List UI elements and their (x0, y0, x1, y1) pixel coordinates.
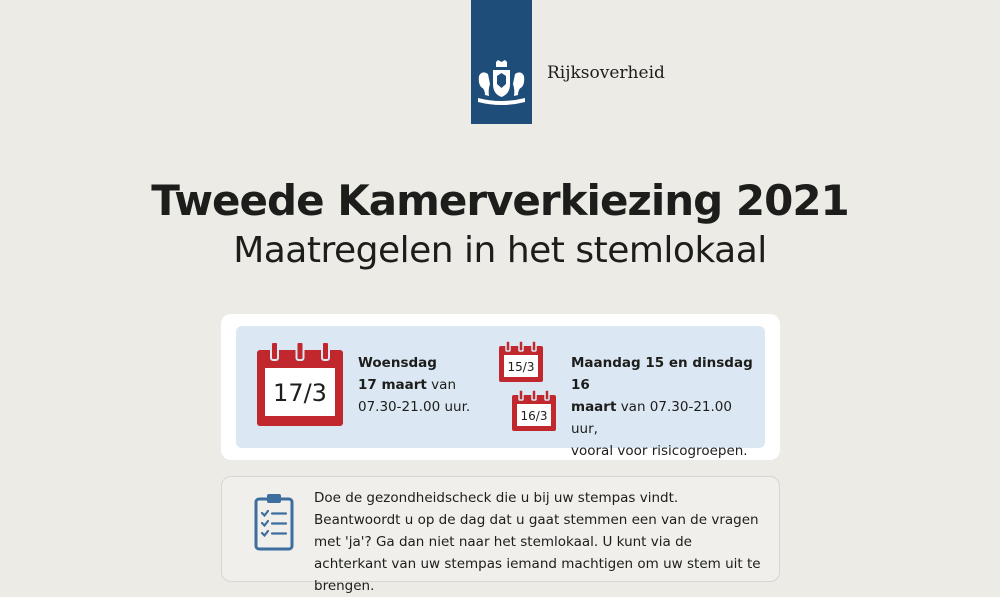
calendar-small-label-2: 16/3 (520, 409, 548, 423)
page-subtitle: Maatregelen in het stemlokaal (233, 230, 767, 271)
brand-name[interactable]: Rijksoverheid (547, 63, 665, 83)
calendar-small-icon (512, 389, 556, 431)
page-title: Tweede Kamerverkiezing 2021 (151, 176, 849, 225)
election-day-hours: 07.30-21.00 uur. (358, 399, 471, 415)
calendar-small-label-1: 15/3 (507, 360, 535, 374)
health-check-text: Doe de gezondheidscheck die u bij uw stempas vindt. Beantwoordt u op de dag dat u gaat stemmen een van de vragen met 'ja'? Ga dan niet naar het stemlokaal. U kunt via de achterkant van uw stempas iemand machtigen om uw stem uit te brengen. (314, 490, 761, 594)
dates-panel (236, 326, 765, 459)
clipboard-checklist-icon (254, 493, 294, 551)
election-day-text (358, 352, 488, 418)
election-day-van: van (426, 377, 456, 393)
coat-of-arms-icon (475, 60, 528, 110)
early-days-hours: van 07.30-21.00 uur, (571, 399, 732, 437)
election-day-weekday: Woensdag (358, 355, 437, 371)
calendar-small-icon (499, 340, 543, 382)
logo-bar (471, 0, 532, 124)
early-days-month: maart (571, 399, 617, 415)
early-days-text (571, 352, 761, 462)
election-day-date: 17 maart (358, 377, 427, 393)
early-days-line1: Maandag 15 en dinsdag 16 (571, 355, 753, 393)
calendar-date-label: 17/3 (273, 379, 327, 407)
health-check-card (221, 476, 780, 594)
calendar-icon (257, 340, 343, 426)
early-days-note: vooral voor risicogroepen. (571, 443, 748, 459)
dates-card (221, 314, 780, 460)
